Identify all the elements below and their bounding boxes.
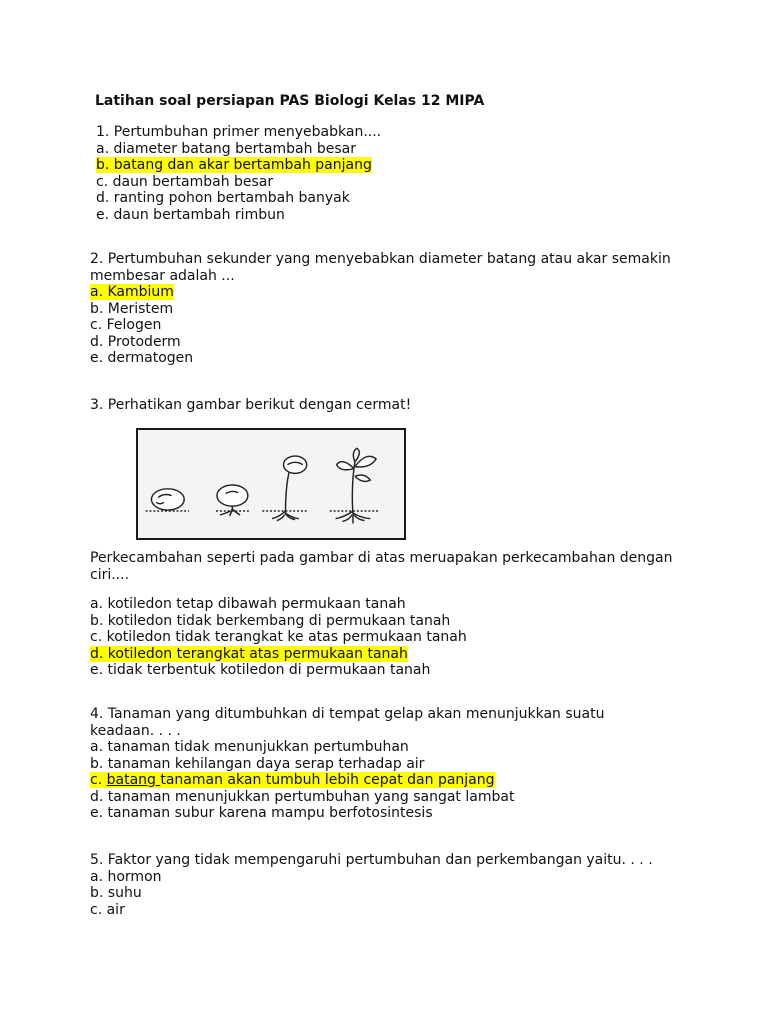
question-1-text: 1. Pertumbuhan primer menyebabkan....: [96, 124, 382, 140]
q4-option-c-answer: [90, 772, 495, 788]
question-1: [96, 124, 381, 223]
seed-germination-icon: [138, 430, 404, 538]
q1-option-a: a. diameter batang bertambah besar: [96, 140, 357, 157]
question-4: [90, 706, 650, 822]
q2-option-b: b. Meristem: [90, 300, 174, 317]
q2-option-d: d. Protoderm: [90, 333, 181, 350]
q1-option-c: c. daun bertambah besar: [96, 173, 274, 190]
q2-option-e: e. dermatogen: [90, 350, 194, 366]
q4-option-c-rest: tanaman akan tumbuh lebih cepat dan panjang: [160, 772, 495, 788]
q4-option-e: e. tanaman subur karena mampu berfotosintesis: [90, 805, 433, 821]
q4-option-c-underlined: batang: [106, 772, 161, 788]
question-3-statement: Perkecambahan seperti pada gambar di atas meruapakan perkecambahan dengan ciri....: [90, 550, 673, 583]
q4-option-d: d. tanaman menunjukkan pertumbuhan yang sangat lambat: [90, 788, 515, 805]
q1-option-d: d. ranting pohon bertambah banyak: [96, 190, 350, 206]
q3-option-e: e. tidak terbentuk kotiledon di permukaan tanah: [90, 662, 431, 678]
question-2-text: 2. Pertumbuhan sekunder yang menyebabkan diameter batang atau akar semakin membesar adalah ...: [90, 251, 671, 284]
q4-option-c-prefix: c.: [90, 772, 107, 788]
q3-option-b: b. kotiledon tidak berkembang di permukaan tanah: [90, 612, 451, 629]
q1-option-b-answer: b. batang dan akar bertambah panjang: [96, 157, 372, 173]
q5-option-b: b. suhu: [90, 885, 142, 901]
q2-option-a-answer: a. Kambium: [90, 284, 174, 300]
q2-option-c: c. Felogen: [90, 317, 162, 333]
q3-option-a: a. kotiledon tetap dibawah permukaan tanah: [90, 596, 406, 612]
question-3: [90, 397, 411, 414]
q4-option-a: a. tanaman tidak menunjukkan pertumbuhan: [90, 739, 409, 755]
q4-option-b: b. tanaman kehilangan daya serap terhadap air: [90, 755, 425, 772]
q3-option-d-answer: d. kotiledon terangkat atas permukaan tanah: [90, 645, 408, 662]
question-3-text: 3. Perhatikan gambar berikut dengan cermat!: [90, 397, 412, 413]
question-5: [90, 852, 653, 918]
document-title: Latihan soal persiapan PAS Biologi Kelas 12 MIPA: [95, 93, 485, 109]
q5-option-c: c. air: [90, 901, 125, 918]
question-4-text: 4. Tanaman yang ditumbuhkan di tempat gelap akan menunjukkan suatu keadaan. . . .: [90, 706, 605, 739]
q5-option-a: a. hormon: [90, 868, 162, 885]
q3-option-c: c. kotiledon tidak terangkat ke atas permukaan tanah: [90, 629, 467, 645]
question-3-options: [90, 596, 467, 679]
question-5-text: 5. Faktor yang tidak mempengaruhi pertumbuhan dan perkembangan yaitu. . . .: [90, 852, 653, 868]
q1-option-e: e. daun bertambah rimbun: [96, 206, 285, 223]
question-3-statement-block: [90, 550, 690, 583]
seed-germination-figure: [136, 428, 406, 540]
question-2: [90, 251, 690, 367]
